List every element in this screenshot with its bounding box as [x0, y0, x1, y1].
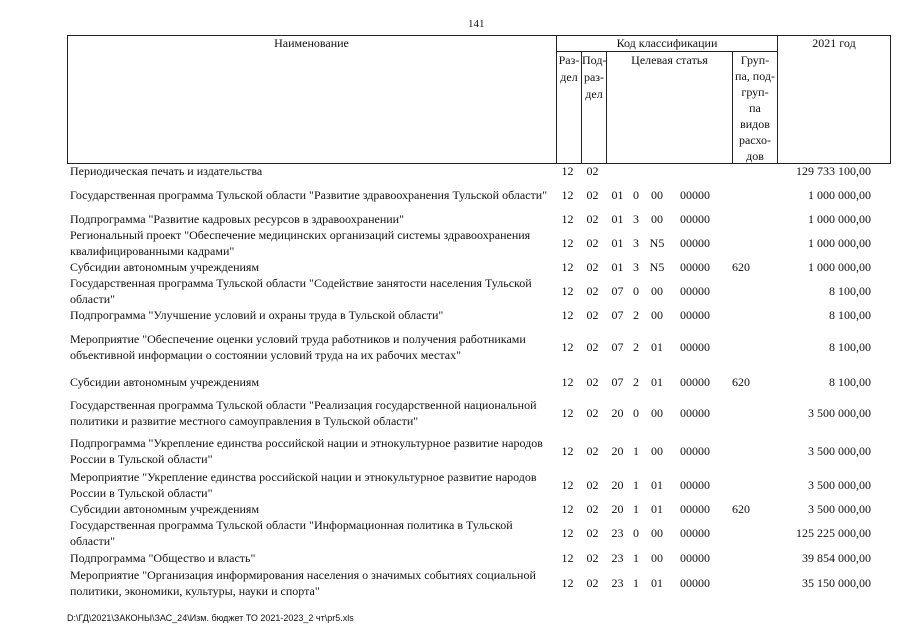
- table-row: [67, 323, 891, 371]
- row-subprogram: 0: [633, 188, 639, 202]
- row-direction: 00000: [680, 502, 710, 516]
- row-amount: 8 100,00: [829, 375, 871, 389]
- row-podrazdel: 02: [586, 576, 599, 590]
- row-podrazdel: 02: [586, 502, 599, 516]
- row-amount: 35 150 000,00: [802, 576, 871, 590]
- row-podrazdel: 02: [586, 526, 599, 540]
- row-program: 23: [611, 576, 624, 590]
- row-program: 01: [611, 212, 624, 226]
- row-subprogram: 2: [633, 308, 639, 322]
- row-amount: 1 000 000,00: [808, 212, 871, 226]
- row-amount: 3 500 000,00: [808, 406, 871, 420]
- row-subprogram: 0: [633, 526, 639, 540]
- row-razdel: 12: [561, 375, 574, 389]
- row-direction: 00000: [680, 406, 710, 420]
- row-podrazdel: 02: [586, 260, 599, 274]
- row-subprogram: 1: [633, 502, 639, 516]
- header-name: Наименование: [274, 36, 349, 50]
- header-podrazdel: Под- раз- дел: [582, 53, 607, 101]
- row-subprogram: 3: [633, 260, 639, 274]
- table-header: [67, 35, 891, 164]
- row-direction: 00000: [680, 284, 710, 298]
- row-event: 00: [651, 188, 663, 202]
- row-program: 23: [611, 526, 624, 540]
- row-direction: 00000: [680, 444, 710, 458]
- row-subprogram: 0: [633, 284, 639, 298]
- header-code: Код классификации: [616, 36, 718, 50]
- table-row: [67, 211, 891, 227]
- row-name: Субсидии автономным учреждениям: [70, 375, 260, 389]
- row-razdel: 12: [561, 284, 574, 298]
- table-row: [67, 163, 891, 179]
- row-event: 01: [651, 502, 663, 516]
- table-row: [67, 469, 891, 501]
- row-subprogram: 1: [633, 444, 639, 458]
- row-subprogram: 1: [633, 551, 639, 565]
- row-direction: 00000: [680, 212, 710, 226]
- row-event: 00: [651, 284, 663, 298]
- row-event: N5: [649, 236, 665, 250]
- row-event: N5: [649, 260, 665, 274]
- row-amount: 39 854 000,00: [802, 551, 871, 565]
- row-event: 01: [651, 375, 663, 389]
- row-podrazdel: 02: [586, 551, 599, 565]
- file-path-footer: D:\ГД\2021\ЗАКОНЫ\ЗАС_24\Изм. бюджет ТО 2021-2023_2 чт\pr5.xls: [67, 613, 354, 623]
- row-direction: 00000: [680, 340, 710, 354]
- row-subprogram: 3: [633, 236, 639, 250]
- row-subprogram: 2: [633, 375, 639, 389]
- row-program: 20: [611, 406, 624, 420]
- header-group: Груп- па, под- груп- па видов расхо- дов: [735, 53, 775, 163]
- row-direction: 00000: [680, 236, 710, 250]
- row-name: Региональный проект "Обеспечение медицинских организаций системы здравоохранения квалифицированными кадрами": [70, 228, 531, 258]
- row-event: 01: [651, 576, 663, 590]
- table-row: [67, 307, 891, 323]
- header-year: 2021 год: [812, 36, 856, 50]
- row-direction: 00000: [680, 188, 710, 202]
- header-razdel: Раз- дел: [558, 53, 580, 84]
- row-program: 07: [611, 375, 624, 389]
- row-amount: 3 500 000,00: [808, 444, 871, 458]
- row-razdel: 12: [561, 236, 574, 250]
- row-name: Мероприятие "Укрепление единства российской нации и этнокультурное развитие народов России в Тульской области": [70, 470, 537, 500]
- table-row: [67, 433, 891, 469]
- row-name: Периодическая печать и издательства: [70, 164, 263, 178]
- row-name: Государственная программа Тульской области "Реализация государственной национальной политики и развитие местного самоуправления в Тульской области": [70, 398, 537, 428]
- row-program: 01: [611, 260, 624, 274]
- row-direction: 00000: [680, 308, 710, 322]
- row-subprogram: 0: [633, 406, 639, 420]
- row-name: Подпрограмма "Улучшение условий и охраны труда в Тульской области": [70, 308, 444, 322]
- row-razdel: 12: [561, 444, 574, 458]
- table-body: [67, 163, 891, 599]
- row-amount: 1 000 000,00: [808, 188, 871, 202]
- row-program: 01: [611, 188, 624, 202]
- row-podrazdel: 02: [586, 188, 599, 202]
- row-event: 00: [651, 444, 663, 458]
- table-row: [67, 227, 891, 259]
- row-name: Подпрограмма "Общество и власть": [70, 551, 256, 565]
- row-name: Мероприятие "Обеспечение оценки условий труда работников и получения работниками объективной информации о состоянии условий труда на их рабочих местах": [70, 332, 526, 362]
- page-number: 141: [468, 18, 485, 30]
- row-amount: 1 000 000,00: [808, 236, 871, 250]
- row-amount: 8 100,00: [829, 284, 871, 298]
- row-name: Субсидии автономным учреждениям: [70, 502, 260, 516]
- row-amount: 3 500 000,00: [808, 478, 871, 492]
- row-direction: 00000: [680, 526, 710, 540]
- table-row: [67, 259, 891, 275]
- row-event: 00: [651, 406, 663, 420]
- row-program: 23: [611, 551, 624, 565]
- row-amount: 129 733 100,00: [796, 164, 871, 178]
- row-amount: 1 000 000,00: [808, 260, 871, 274]
- row-podrazdel: 02: [586, 375, 599, 389]
- row-podrazdel: 02: [586, 284, 599, 298]
- row-razdel: 12: [561, 212, 574, 226]
- row-amount: 8 100,00: [829, 308, 871, 322]
- table-row: [67, 567, 891, 599]
- row-name: Государственная программа Тульской области "Информационная политика в Тульской области": [70, 518, 513, 548]
- row-program: 20: [611, 478, 624, 492]
- row-program: 07: [611, 340, 624, 354]
- row-subprogram: 1: [633, 478, 639, 492]
- row-direction: 00000: [680, 375, 710, 389]
- row-razdel: 12: [561, 164, 574, 178]
- row-direction: 00000: [680, 576, 710, 590]
- row-razdel: 12: [561, 340, 574, 354]
- row-podrazdel: 02: [586, 478, 599, 492]
- row-razdel: 12: [561, 502, 574, 516]
- row-event: 00: [651, 526, 663, 540]
- row-event: 00: [651, 551, 663, 565]
- row-subprogram: 3: [633, 212, 639, 226]
- row-name: Государственная программа Тульской области "Развитие здравоохранения Тульской области": [70, 188, 548, 202]
- row-podrazdel: 02: [586, 236, 599, 250]
- row-program: 20: [611, 444, 624, 458]
- row-program: 07: [611, 308, 624, 322]
- table-row: [67, 517, 891, 549]
- row-podrazdel: 02: [586, 212, 599, 226]
- row-direction: 00000: [680, 260, 710, 274]
- row-direction: 00000: [680, 551, 710, 565]
- row-podrazdel: 02: [586, 406, 599, 420]
- header-target: Целевая статья: [631, 53, 708, 67]
- table-row: [67, 179, 891, 211]
- row-razdel: 12: [561, 308, 574, 322]
- row-razdel: 12: [561, 526, 574, 540]
- row-group: 620: [732, 375, 750, 389]
- row-razdel: 12: [561, 406, 574, 420]
- row-podrazdel: 02: [586, 308, 599, 322]
- row-name: Государственная программа Тульской области "Содействие занятости населения Тульской области": [70, 276, 532, 306]
- row-event: 01: [651, 478, 663, 492]
- row-event: 00: [651, 212, 663, 226]
- row-group: 620: [732, 260, 750, 274]
- row-subprogram: 2: [633, 340, 639, 354]
- row-razdel: 12: [561, 188, 574, 202]
- row-razdel: 12: [561, 478, 574, 492]
- row-razdel: 12: [561, 576, 574, 590]
- row-name: Подпрограмма "Укрепление единства российской нации и этнокультурное развитие народов России в Тульской области": [70, 436, 543, 466]
- row-name: Субсидии автономным учреждениям: [70, 260, 260, 274]
- table-row: [67, 393, 891, 433]
- table-row: [67, 501, 891, 517]
- row-amount: 125 225 000,00: [796, 526, 871, 540]
- row-amount: 3 500 000,00: [808, 502, 871, 516]
- row-subprogram: 1: [633, 576, 639, 590]
- row-podrazdel: 02: [586, 340, 599, 354]
- row-program: 20: [611, 502, 624, 516]
- row-direction: 00000: [680, 478, 710, 492]
- row-razdel: 12: [561, 551, 574, 565]
- row-amount: 8 100,00: [829, 340, 871, 354]
- row-podrazdel: 02: [586, 164, 599, 178]
- row-name: Подпрограмма "Развитие кадровых ресурсов в здравоохранении": [70, 212, 404, 226]
- row-event: 01: [651, 340, 663, 354]
- row-program: 07: [611, 284, 624, 298]
- row-razdel: 12: [561, 260, 574, 274]
- row-podrazdel: 02: [586, 444, 599, 458]
- row-program: 01: [611, 236, 624, 250]
- table-row: [67, 371, 891, 393]
- row-group: 620: [732, 502, 750, 516]
- row-event: 00: [651, 308, 663, 322]
- table-row: [67, 549, 891, 567]
- row-name: Мероприятие "Организация информирования населения о значимых событиях социальной политики, экономики, культуры, науки и спорта": [70, 568, 536, 598]
- table-row: [67, 275, 891, 307]
